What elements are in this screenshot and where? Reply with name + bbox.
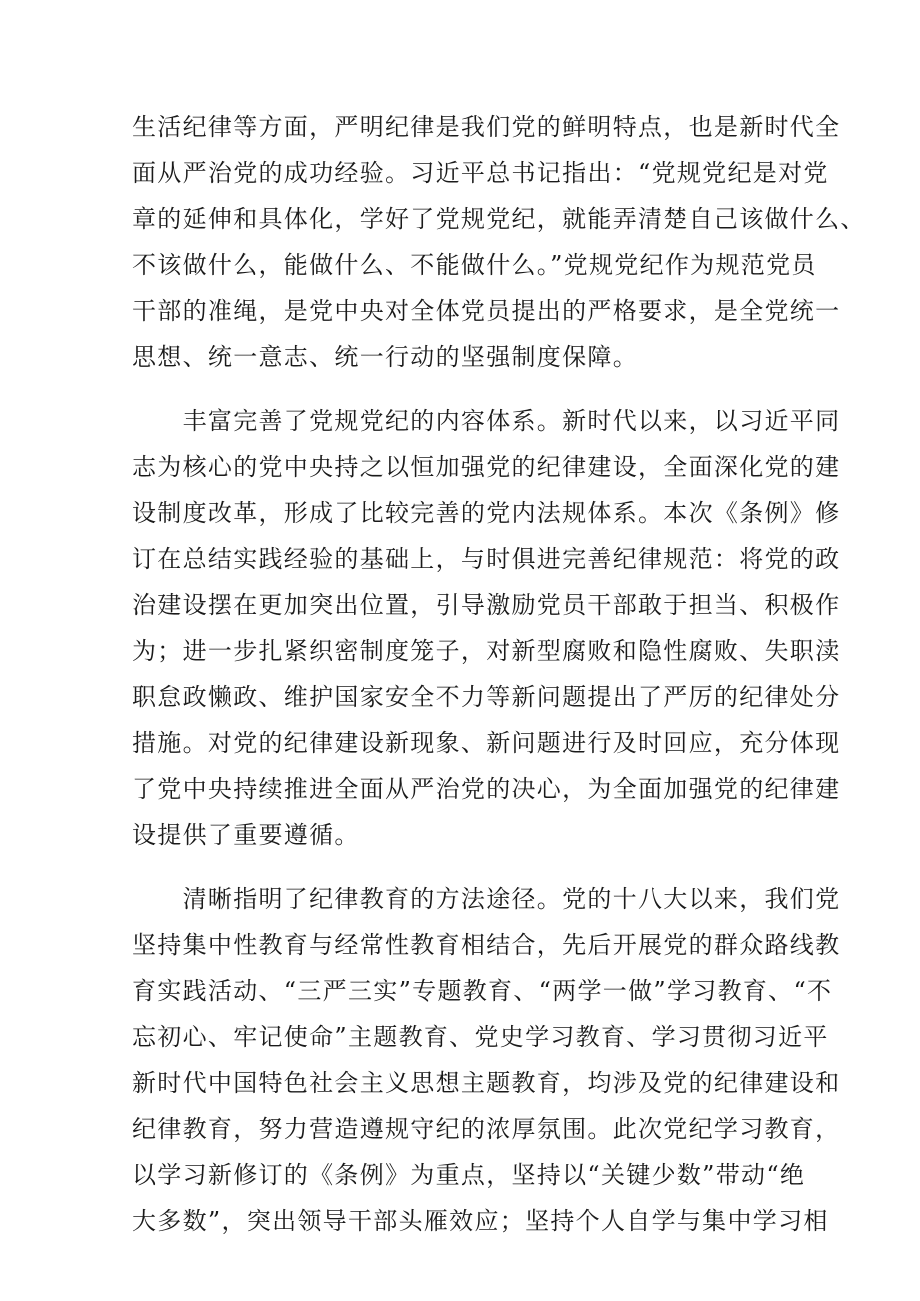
paragraph-spacer — [132, 380, 792, 398]
text-line: 思想、统一意志、统一行动的坚强制度保障。 — [132, 343, 638, 371]
text-line: 措施。对党的纪律建设新现象、新问题进行及时回应，充分体现 — [132, 729, 841, 757]
text-line: 清晰指明了纪律教育的方法途径。党的十八大以来，我们党 — [132, 885, 841, 913]
text-line: 纪律教育，努力营造遵规守纪的浓厚氛围。此次党纪学习教育， — [132, 1115, 841, 1143]
paragraph-spacer — [132, 858, 792, 876]
text-line: 以学习新修订的《条例》为重点，坚持以“关键少数”带动“绝 — [132, 1161, 806, 1189]
text-line: 章的延伸和具体化，学好了党规党纪，就能弄清楚自己该做什么、 — [132, 205, 866, 233]
document-body — [132, 104, 866, 1244]
text-line: 生活纪律等方面，严明纪律是我们党的鲜明特点，也是新时代全 — [132, 113, 841, 141]
text-line: 丰富完善了党规党纪的内容体系。新时代以来，以习近平同 — [132, 407, 841, 435]
text-line: 面从严治党的成功经验。习近平总书记指出：“党规党纪是对党 — [132, 159, 829, 187]
text-line: 了党中央持续推进全面从严治党的决心，为全面加强党的纪律建 — [132, 775, 841, 803]
text-line: 订在总结实践经验的基础上，与时俱进完善纪律规范：将党的政 — [132, 545, 841, 573]
text-line: 设提供了重要遵循。 — [132, 821, 360, 849]
text-line: 设制度改革，形成了比较完善的党内法规体系。本次《条例》修 — [132, 499, 841, 527]
text-line: 志为核心的党中央持之以恒加强党的纪律建设，全面深化党的建 — [132, 453, 841, 481]
text-line: 干部的准绳，是党中央对全体党员提出的严格要求，是全党统一 — [132, 297, 841, 325]
text-line: 不该做什么，能做什么、不能做什么。”党规党纪作为规范党员 — [132, 251, 817, 279]
text-line: 为；进一步扎紧织密制度笼子，对新型腐败和隐性腐败、失职渎 — [132, 637, 841, 665]
text-line: 坚持集中性教育与经常性教育相结合，先后开展党的群众路线教 — [132, 931, 841, 959]
paragraph — [132, 104, 866, 380]
text-line: 育实践活动、“三严三实”专题教育、“两学一做”学习教育、“不 — [132, 977, 833, 1005]
paragraph — [132, 876, 841, 1244]
paragraph — [132, 398, 841, 858]
text-line: 新时代中国特色社会主义思想主题教育，均涉及党的纪律建设和 — [132, 1069, 841, 1097]
text-line: 治建设摆在更加突出位置，引导激励党员干部敢于担当、积极作 — [132, 591, 841, 619]
text-line: 大多数”，突出领导干部头雁效应；坚持个人自学与集中学习相 — [132, 1207, 829, 1235]
text-line: 职怠政懒政、维护国家安全不力等新问题提出了严厉的纪律处分 — [132, 683, 841, 711]
text-line: 忘初心、牢记使命”主题教育、党史学习教育、学习贯彻习近平 — [132, 1023, 829, 1051]
